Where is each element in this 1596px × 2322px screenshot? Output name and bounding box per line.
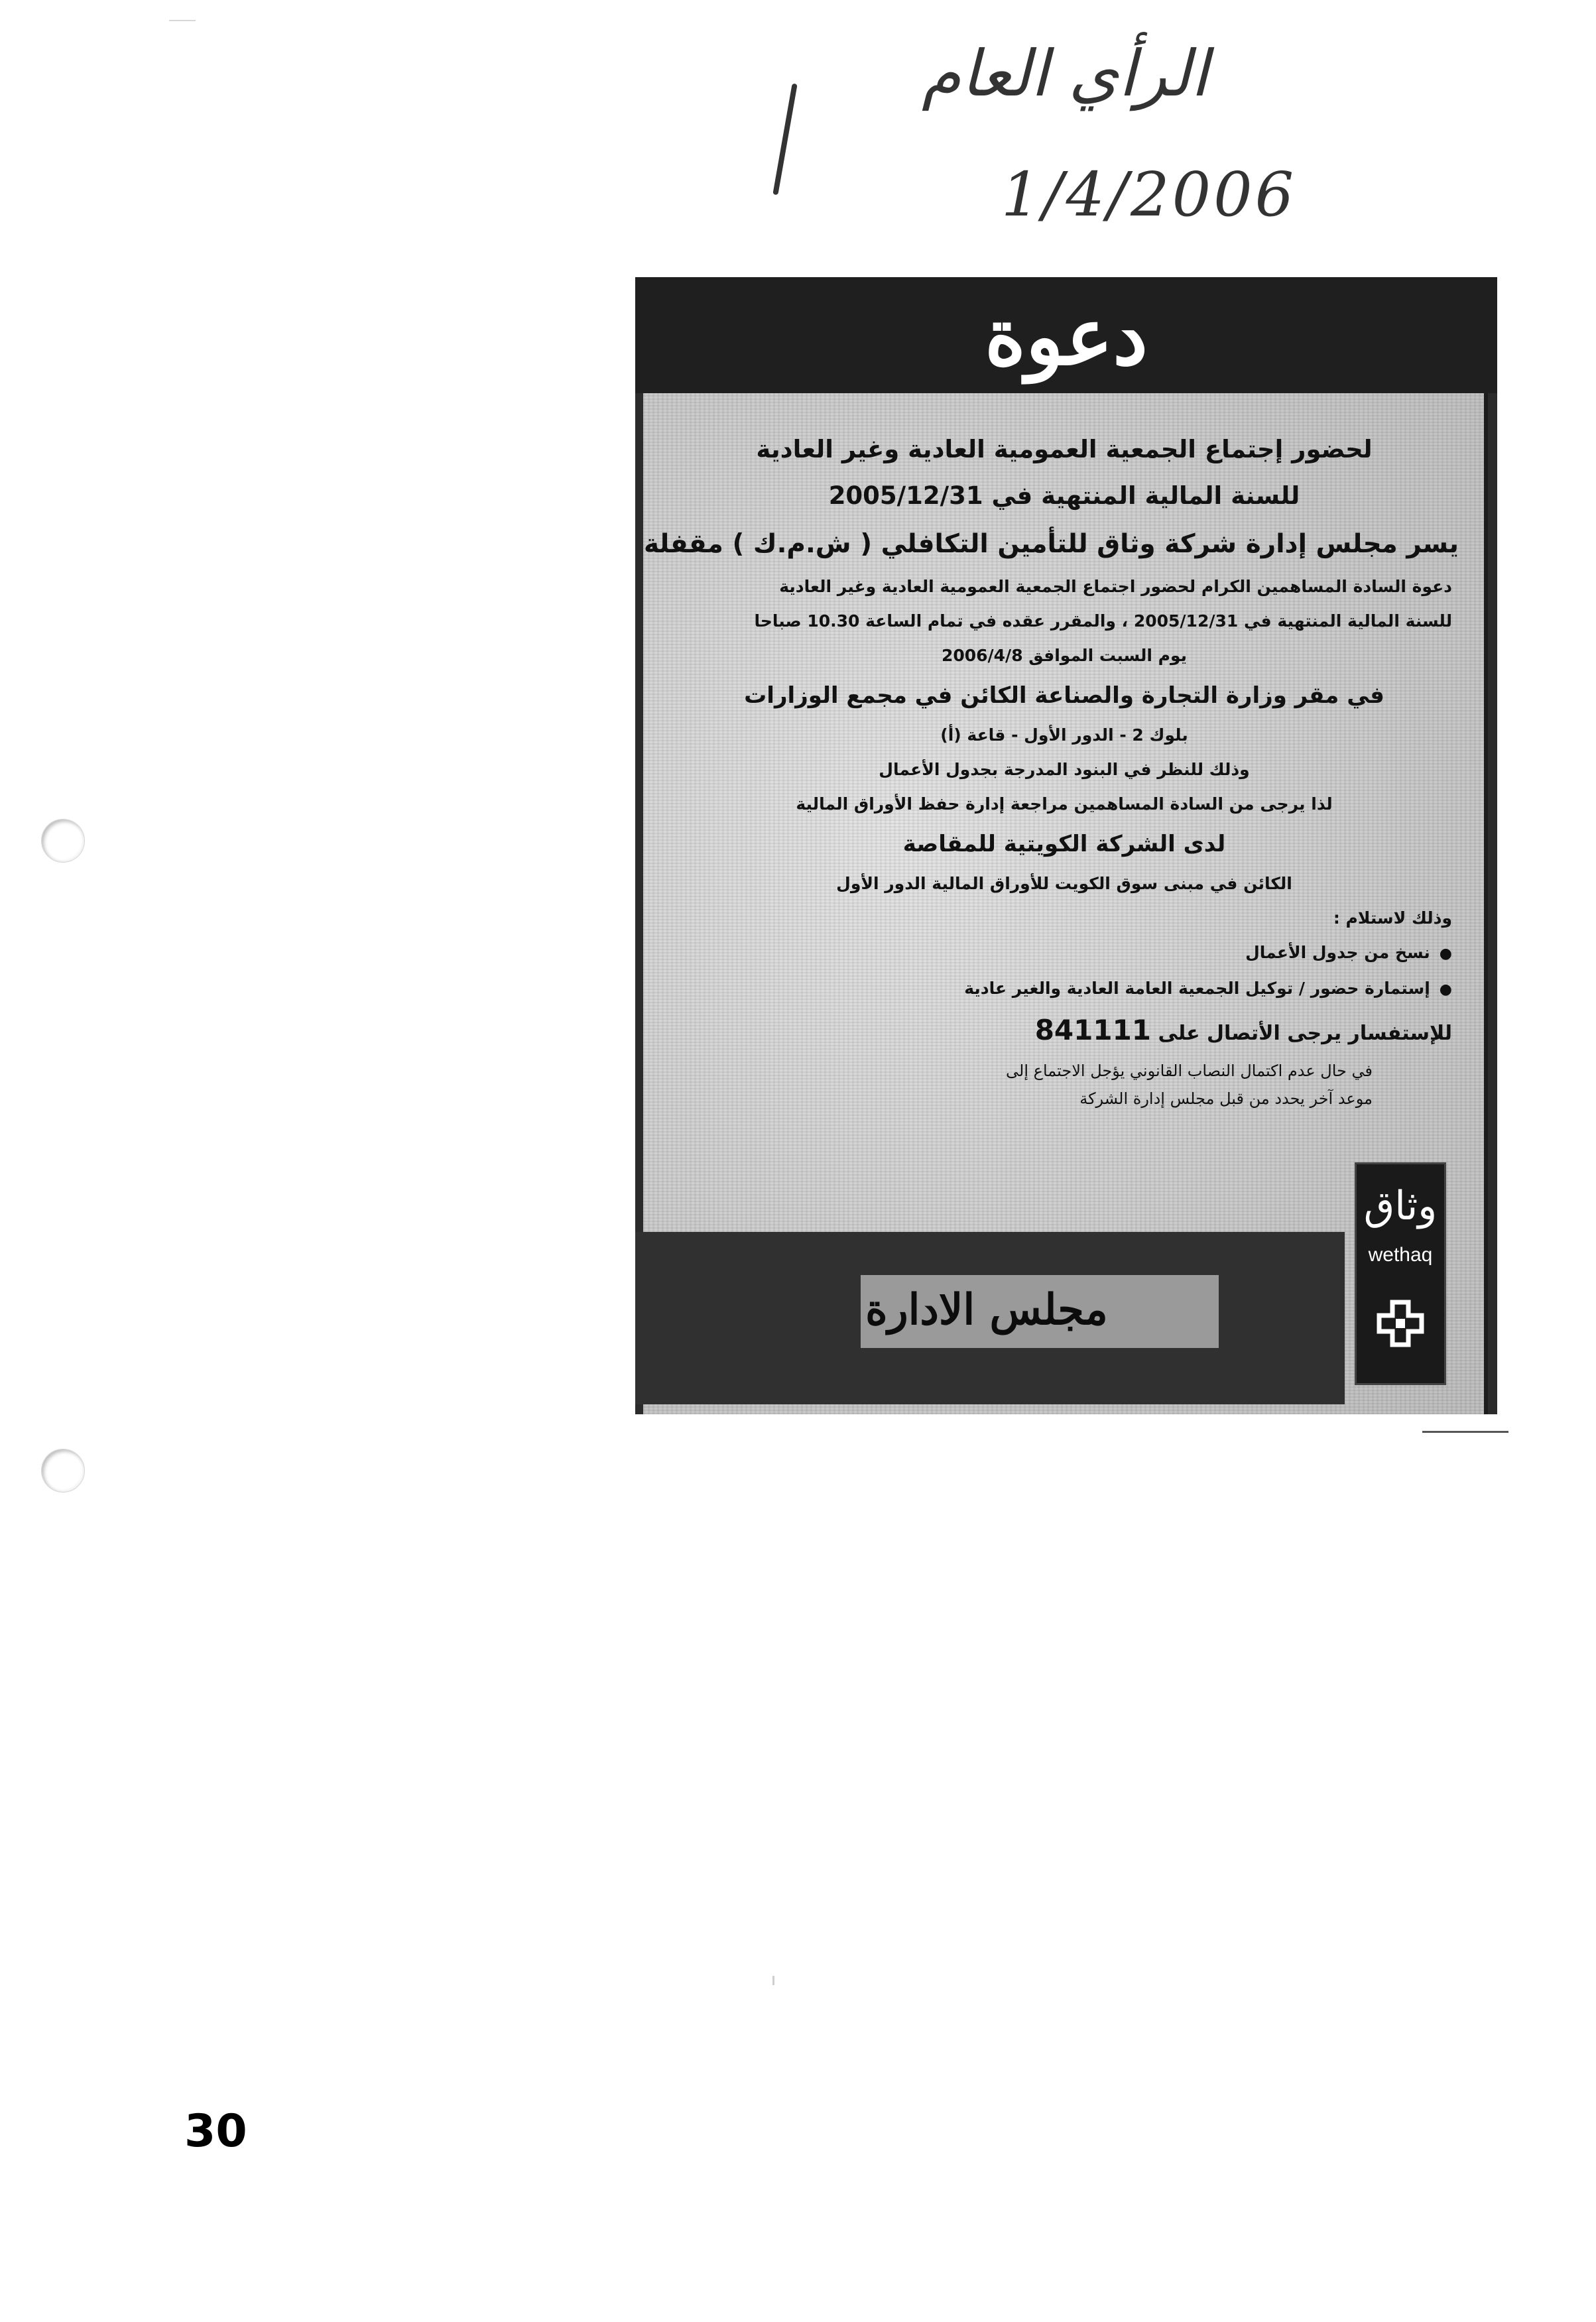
invitation-title: دعوة (985, 290, 1148, 383)
line-collect: وذلك لاستلام : (1333, 908, 1452, 928)
scan-speck (772, 1976, 774, 1985)
note-quorum-1: في حال عدم اكتمال النصاب القانوني يؤجل الاجتماع إلى (1006, 1062, 1373, 1080)
line-board-announcement: يسر مجلس إدارة شركة وثاق للتأمين التكافلي ( ش.م.ك ) مقفلة (644, 529, 1459, 559)
page-number: 30 (184, 2105, 247, 2158)
line-meeting-purpose: لحضور إجتماع الجمعية العمومية العادية وغير العادية (756, 435, 1373, 463)
bullet-agenda-copies: ● نسخ من جدول الأعمال (670, 936, 1459, 971)
wethaq-logo (1355, 1162, 1446, 1385)
bullet-proxy-form: ● إستمارة حضور / توكيل الجمعية العامة العادية والغير عادية (670, 971, 1459, 1007)
handwritten-date: 1/4/2006 (1001, 159, 1297, 230)
note-quorum-2: موعد آخر يحدد من قبل مجلس إدارة الشركة (1079, 1089, 1373, 1108)
line-time: للسنة المالية المنتهية في 2005/12/31 ، والمقرر عقده في تمام الساعة 10.30 صباحا (754, 611, 1452, 631)
announcement-text (644, 393, 1459, 1113)
newspaper-clipping (635, 277, 1497, 1414)
logo-english-text: wethaq (1368, 1244, 1433, 1266)
handwritten-stroke (772, 84, 797, 196)
line-venue: في مقر وزارة التجارة والصناعة الكائن في مجمع الوزارات (744, 682, 1384, 709)
inquiries-label: للإستفسار يرجى الأتصال على (1158, 1022, 1452, 1045)
line-clearing-company: لدى الشركة الكويتية للمقاصة (902, 831, 1226, 857)
punch-hole-top (41, 819, 85, 863)
line-hall: بلوك 2 - الدور الأول - قاعة (أ) (940, 725, 1188, 745)
clipping-header (635, 277, 1497, 393)
board-signature: مجلس الادارة (865, 1285, 1108, 1335)
phone-number: 841111 (1034, 1014, 1152, 1046)
knot-emblem-icon (1374, 1297, 1427, 1350)
handwritten-source: الرأي العام (922, 36, 1209, 111)
clipping-underline (1422, 1431, 1508, 1433)
page-edge-mark (169, 20, 196, 21)
line-date: يوم السبت الموافق 2006/4/8 (941, 646, 1188, 665)
logo-arabic-text: وثاق (1363, 1183, 1438, 1229)
line-fiscal-year: للسنة المالية المنتهية في 2005/12/31 (828, 481, 1300, 510)
punch-hole-bottom (41, 1449, 85, 1493)
line-invitation: دعوة السادة المساهمين الكرام لحضور اجتماع الجمعية العمومية العادية وغير العادية (779, 577, 1452, 596)
line-shareholders: لذا يرجى من السادة المساهمين مراجعة إدارة حفظ الأوراق المالية (796, 794, 1333, 814)
line-inquiries (670, 1007, 1459, 1057)
line-agenda: وذلك للنظر في البنود المدرجة بجدول الأعمال (879, 760, 1250, 779)
line-location: الكائن في مبنى سوق الكويت للأوراق المالية الدور الأول (836, 874, 1292, 893)
